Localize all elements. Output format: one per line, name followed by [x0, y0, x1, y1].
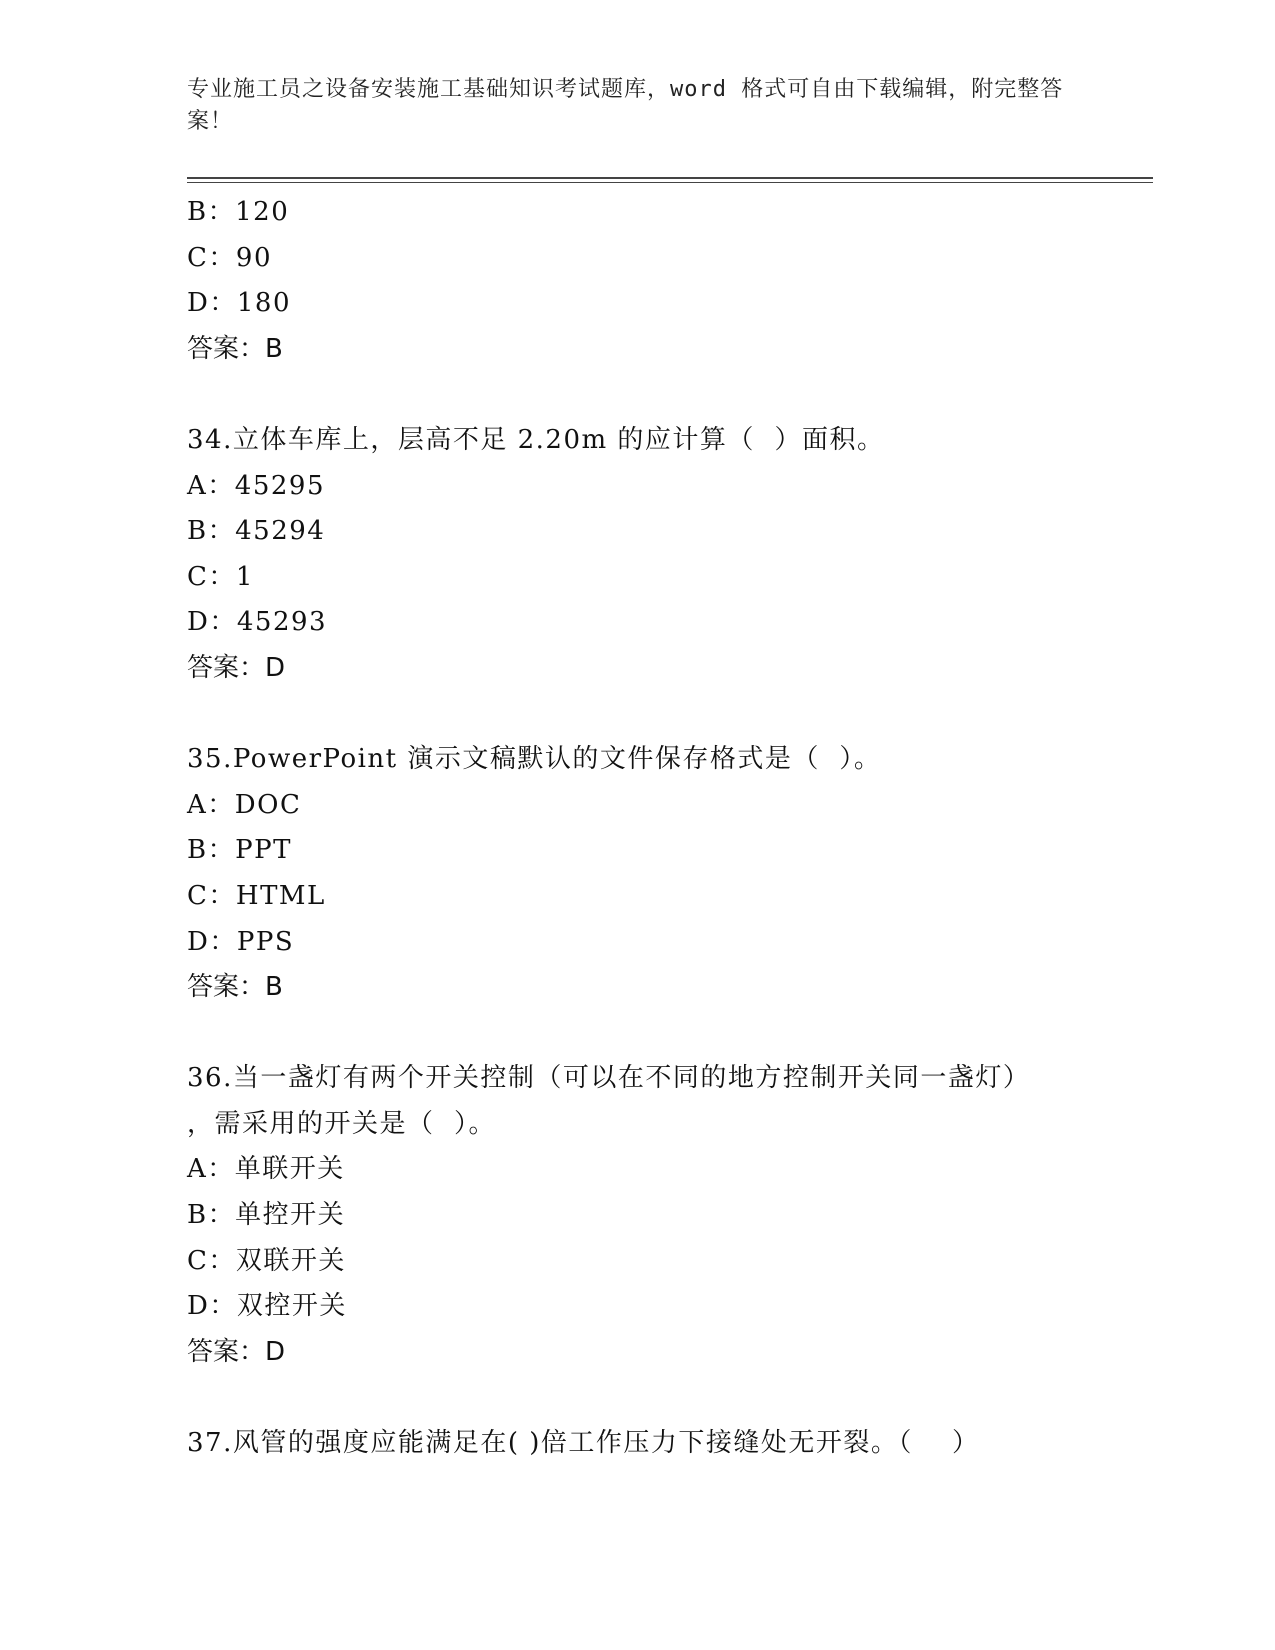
question-35 — [187, 737, 1087, 1011]
option-c: C：双联开关 — [187, 1245, 346, 1276]
header-rule-thin — [187, 182, 1153, 183]
option-d: D：PPS — [187, 926, 295, 957]
option-d: D：双控开关 — [187, 1291, 347, 1322]
question-text-line-1: 36.当一盏灯有两个开关控制（可以在不同的地方控制开关同一盏灯） — [187, 1063, 1031, 1094]
option-c: C：1 — [187, 561, 254, 592]
question-text: 35.PowerPoint 演示文稿默认的文件保存格式是（ ）。 — [187, 744, 882, 775]
option-c: C：HTML — [187, 880, 326, 911]
option-a: A：DOC — [187, 789, 302, 820]
answer-line: 答案：D — [187, 1336, 286, 1367]
answer-line: 答案：B — [187, 972, 283, 1003]
question-34 — [187, 418, 1087, 692]
question-33-tail — [187, 190, 1087, 372]
header-rule-thick — [187, 177, 1153, 179]
option-b: B：45294 — [187, 516, 326, 547]
option-b: B：120 — [187, 197, 290, 227]
option-a: A：45295 — [187, 470, 325, 501]
question-list — [187, 190, 1087, 1467]
option-a: A：单联开关 — [187, 1154, 345, 1185]
question-36 — [187, 1056, 1087, 1375]
option-b: B：PPT — [187, 835, 292, 866]
option-d: D：45293 — [187, 607, 328, 638]
option-b: B：单控开关 — [187, 1200, 346, 1231]
answer-line: 答案：B — [187, 333, 283, 364]
document-header: 专业施工员之设备安装施工基础知识考试题库，word 格式可自由下载编辑，附完整答案！ — [187, 77, 1064, 134]
question-text: 37.风管的强度应能满足在( )倍工作压力下接缝处无开裂。（ ） — [187, 1428, 980, 1459]
question-text-line-2: ，需采用的开关是（ ）。 — [187, 1108, 497, 1139]
answer-line: 答案：D — [187, 652, 286, 683]
option-c: C：90 — [187, 242, 272, 273]
option-d: D：180 — [187, 288, 291, 319]
question-text: 34.立体车库上，层高不足 2.20m 的应计算（ ）面积。 — [187, 424, 885, 455]
question-37 — [187, 1421, 1087, 1467]
